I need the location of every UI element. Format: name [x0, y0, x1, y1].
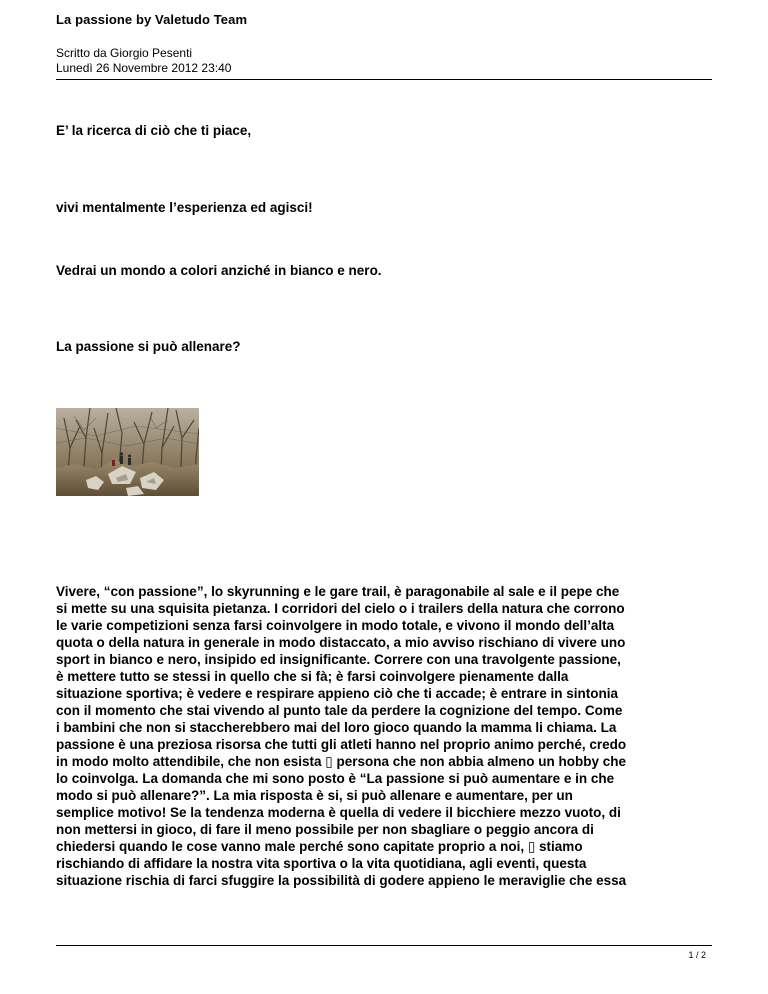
- body-line: chiedersi quando le cose vanno male perché sono capitate proprio a noi, ▯ stiamo: [56, 839, 583, 854]
- body-line: modo si può allenare?”. La mia risposta è si, si può allenare e aumentare, per un: [56, 788, 573, 803]
- body-line: sport in bianco e nero, insipido ed insignificante. Correre con una travolgente passione,: [56, 652, 621, 667]
- body-line: semplice motivo! Se la tendenza moderna è quella di vedere il bicchiere mezzo vuoto, di: [56, 805, 621, 820]
- body-line: si mette su una squisita pietanza. I corridori del cielo o i trailers della natura che corrono: [56, 601, 625, 616]
- body-line: passione è una preziosa risorsa che tutti gli atleti hanno nel proprio animo perché, credo: [56, 737, 627, 752]
- body-line: lo coinvolga. La domanda che mi sono posto è “La passione si può aumentare e in che: [56, 771, 615, 786]
- forest-trail-photo: [56, 408, 199, 496]
- body-line: è mettere tutto se stessi in quello che si fà; è farsi coinvolgere pienamente dalla: [56, 669, 569, 684]
- intro-paragraph: La passione si può allenare?: [56, 339, 241, 354]
- body-line: le varie competizioni senza farsi coinvolgere in modo totale, e vivono il mondo dell’alta: [56, 618, 615, 633]
- intro-paragraph: Vedrai un mondo a colori anziché in bianco e nero.: [56, 263, 382, 278]
- body-line: con il momento che stai vivendo al punto tale da perdere la cognizione del tempo. Come: [56, 703, 623, 718]
- date-line: Lunedì 26 Novembre 2012 23:40: [56, 61, 232, 75]
- body-line: Vivere, “con passione”, lo skyrunning e le gare trail, è paragonabile al sale e il pepe che: [56, 584, 620, 599]
- body-line: situazione sportiva; è vedere e respirare appieno ciò che ti accade; è entrare in sintonia: [56, 686, 618, 701]
- intro-paragraph: vivi mentalmente l’esperienza ed agisci!: [56, 200, 313, 215]
- body-line: quota o della natura in generale in modo distaccato, a mio avviso rischiano di vivere uno: [56, 635, 626, 650]
- page-number: 1 / 2: [688, 950, 706, 960]
- document-title: La passione by Valetudo Team: [56, 12, 248, 27]
- body-line: non mettersi in gioco, di fare il meno possibile per non sbagliare o peggio ancora di: [56, 822, 594, 837]
- body-line: situazione rischia di farci sfuggire la possibilità di godere appieno le meraviglie che essa: [56, 873, 627, 888]
- author-line: Scritto da Giorgio Pesenti: [56, 46, 193, 60]
- body-line: rischiando di affidare la nostra vita sportiva o la vita quotidiana, agli eventi, questa: [56, 856, 587, 871]
- article-body: [56, 583, 716, 889]
- header-divider: [56, 79, 712, 80]
- body-line: in modo molto attendibile, che non esista ▯ persona che non abbia almeno un hobby che: [56, 754, 626, 769]
- intro-paragraph: E’ la ricerca di ciò che ti piace,: [56, 123, 252, 138]
- footer-divider: [56, 945, 712, 946]
- body-line: i bambini che non si staccherebbero mai del loro gioco quando la mamma li chiama. La: [56, 720, 617, 735]
